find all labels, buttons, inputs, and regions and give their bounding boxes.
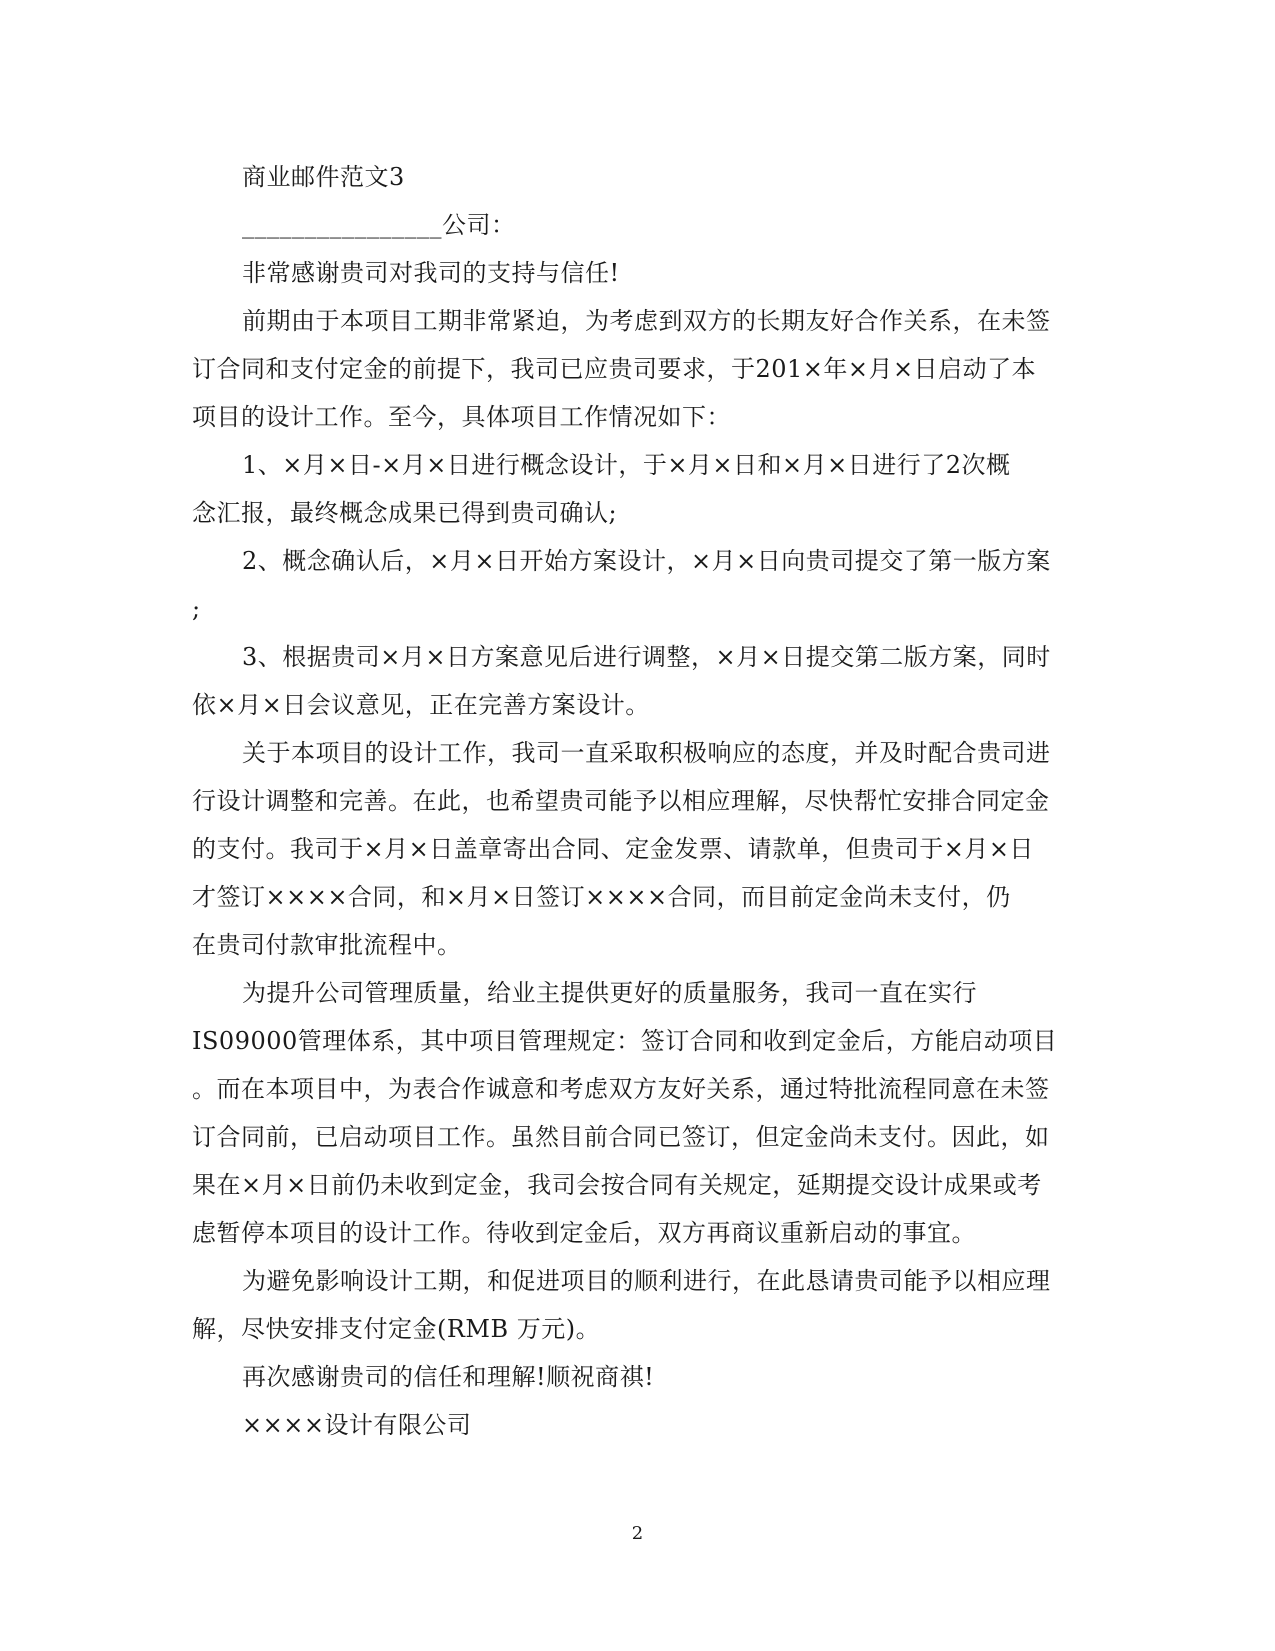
text-line: 关于本项目的设计工作，我司一直采取积极响应的态度，并及时配合贵司进 [242,739,1051,767]
text-line: 非常感谢贵司对我司的支持与信任! [242,259,620,287]
text-line: 才签订××××合同，和×月×日签订××××合同，而目前定金尚未支付，仍 [192,883,1011,911]
text-line: 的支付。我司于×月×日盖章寄出合同、定金发票、请款单，但贵司于×月×日 [192,835,1034,863]
text-line: 。而在本项目中，为表合作诚意和考虑双方友好关系，通过特批流程同意在未签 [192,1075,1050,1103]
text-line: 订合同前，已启动项目工作。虽然目前合同已签订，但定金尚未支付。因此，如 [192,1123,1050,1151]
text-line: 依×月×日会议意见，正在完善方案设计。 [192,691,650,719]
page-number: 2 [631,1523,644,1544]
text-line: 念汇报，最终概念成果已得到贵司确认; [192,499,618,527]
text-line: 解，尽快安排支付定金(RMB 万元)。 [192,1315,601,1343]
text-line: 果在×月×日前仍未收到定金，我司会按合同有关规定，延期提交设计成果或考 [192,1171,1042,1199]
text-line: 2、概念确认后，×月×日开始方案设计，×月×日向贵司提交了第一版方案 [242,547,1051,575]
text-line: 项目的设计工作。至今，具体项目工作情况如下： [192,403,731,431]
letter-title: 商业邮件范文3 [242,163,405,191]
text-line: 在贵司付款审批流程中。 [192,931,462,959]
text-line: 3、根据贵司×月×日方案意见后进行调整，×月×日提交第二版方案，同时 [242,643,1051,671]
signature-line: ××××设计有限公司 [242,1411,472,1439]
text-line: 虑暂停本项目的设计工作。待收到定金后，双方再商议重新启动的事宜。 [192,1219,976,1247]
text-line: IS09000管理体系，其中项目管理规定：签订合同和收到定金后，方能启动项目 [192,1027,1058,1055]
text-line: 为提升公司管理质量，给业主提供更好的质量服务，我司一直在实行 [242,979,977,1007]
letter-body [192,153,1078,1449]
recipient-line: ________________公司： [242,211,516,239]
text-line: 订合同和支付定金的前提下，我司已应贵司要求，于201×年×月×日启动了本 [192,355,1037,383]
text-line: 行设计调整和完善。在此，也希望贵司能予以相应理解，尽快帮忙安排合同定金 [192,787,1050,815]
text-line: 前期由于本项目工期非常紧迫，为考虑到双方的长期友好合作关系，在未签 [242,307,1051,335]
text-line: 为避免影响设计工期，和促进项目的顺利进行，在此恳请贵司能予以相应理 [242,1267,1051,1295]
text-line: ; [192,595,201,623]
closing-line: 再次感谢贵司的信任和理解!顺祝商祺! [242,1363,655,1391]
text-line: 1、×月×日-×月×日进行概念设计，于×月×日和×月×日进行了2次概 [242,451,1011,479]
